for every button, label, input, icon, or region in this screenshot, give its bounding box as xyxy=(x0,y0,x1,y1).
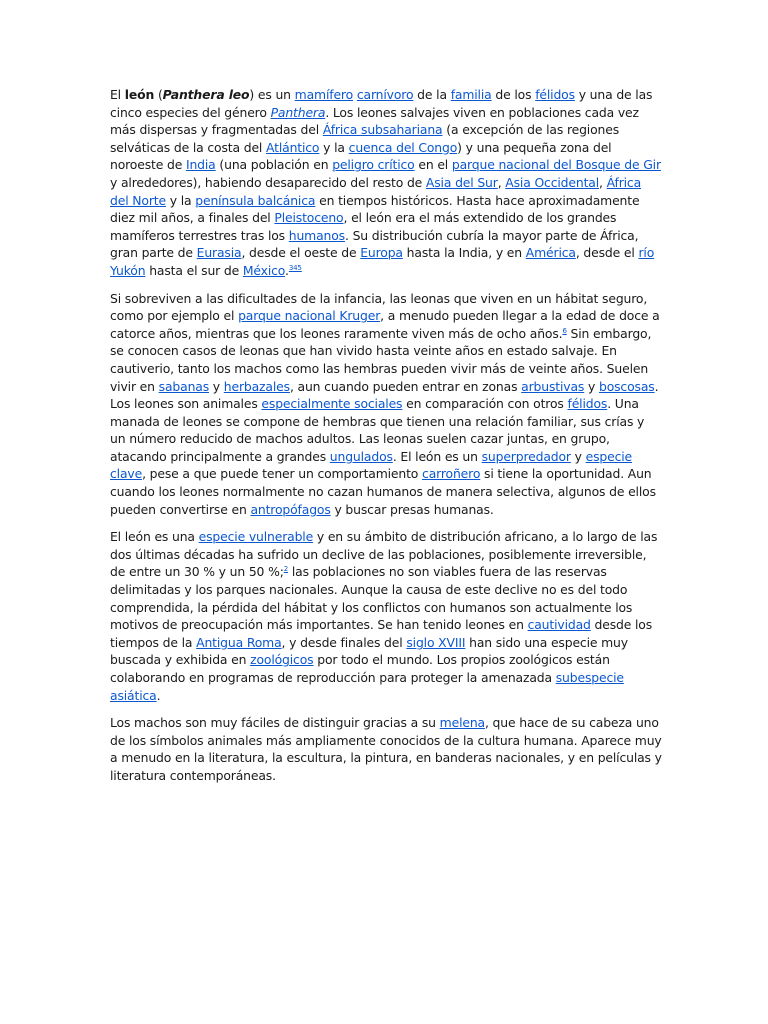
reference-link[interactable]: 6 xyxy=(562,326,567,335)
text-run: y xyxy=(570,448,586,464)
text-run: las poblaciones no son viables fuera de las reservas delimitadas y los parques nacionales. Aunque la causa de este declive no es del todo comprendida, la pérdida del hábitat y los conflictos con humanos son actualmente los motivos de preocupación más importantes. Se han tenido leones en xyxy=(110,564,633,633)
wiki-link[interactable]: cuenca del Congo xyxy=(348,139,458,155)
text-run: , desde el oeste de xyxy=(241,245,361,261)
text-run: , el león era el más extendido de los grandes mamíferos terrestres tras los xyxy=(110,210,617,243)
wiki-link[interactable]: parque nacional Kruger xyxy=(238,308,381,324)
text-run: . El león es un xyxy=(392,448,482,464)
wiki-link[interactable]: familia xyxy=(450,87,492,102)
text-run: , xyxy=(497,174,506,190)
text-run: , xyxy=(599,174,607,190)
wiki-link[interactable]: ungulados xyxy=(329,448,393,464)
paragraph-intro xyxy=(110,86,662,280)
text-run: , desde el xyxy=(575,245,639,261)
wiki-link[interactable]: México xyxy=(242,262,286,278)
text-run: y una de las cinco especies del género xyxy=(110,87,653,120)
text-run: . Su distribución cubría la mayor parte de África, gran parte de xyxy=(110,227,639,261)
reference-link[interactable]: 345 xyxy=(288,263,302,272)
text-run: El león es una xyxy=(110,529,199,545)
wiki-link[interactable]: parque nacional del Bosque de Gir xyxy=(451,157,661,173)
text-run: , aun cuando pueden entrar en zonas xyxy=(289,378,522,394)
wiki-link[interactable]: Panthera xyxy=(270,104,326,120)
wiki-link[interactable]: boscosas xyxy=(598,378,655,394)
wiki-link[interactable]: humanos xyxy=(288,227,345,243)
wiki-link[interactable]: Atlántico xyxy=(266,139,320,155)
text-run: (una población en xyxy=(215,157,333,173)
text-run: , que hace de su cabeza uno de los símbolos animales más ampliamente conocidos de la cultura humana. Aparece muy a menudo en la literatura, la escultura, la pintura, en banderas nacionales, y en películas y literatura contemporáneas. xyxy=(110,715,662,783)
wiki-link[interactable]: Asia del Sur xyxy=(425,174,498,190)
text-run: , a menudo pueden llegar a la edad de doce a catorce años, mientras que los leones raramente viven más de ocho años. xyxy=(110,308,660,341)
text-run: y la xyxy=(319,139,349,155)
text-run: y en su ámbito de distribución africano, a lo largo de las dos últimas décadas ha sufrido un declive de las poblaciones, posiblemente irreversible, de entre un 30 % y un 50 %; xyxy=(110,529,658,580)
wiki-link[interactable]: subespecie asiática xyxy=(110,670,624,703)
text-run: . Una manada de leones se compone de hembras que tienen una relación familiar, sus crías y un número reducido de machos adultos. Las leonas suelen cazar juntas, en grupo, atacando principalmente a grandes xyxy=(110,396,645,464)
text-run: hasta la India, y en xyxy=(402,245,526,261)
text-run: . xyxy=(156,687,161,703)
wiki-link[interactable]: félidos xyxy=(535,87,575,102)
wiki-link[interactable]: península balcánica xyxy=(195,192,316,208)
wiki-link[interactable]: zoológicos xyxy=(250,652,314,668)
text-run: y la xyxy=(165,192,196,208)
wiki-link[interactable]: melena xyxy=(439,715,485,731)
wiki-link[interactable]: África subsahariana xyxy=(322,122,443,138)
paragraph-culture xyxy=(110,714,662,784)
text-run: desde los tiempos de la xyxy=(110,617,653,650)
reference-link[interactable]: 2 xyxy=(283,565,289,574)
text-run: ( xyxy=(154,87,163,102)
wiki-link[interactable]: cautividad xyxy=(527,617,591,633)
wiki-link[interactable]: peligro crítico xyxy=(332,157,415,173)
text-run: , pese a que puede tener un comportamiento xyxy=(142,466,423,482)
wiki-link[interactable]: especialmente sociales xyxy=(261,396,403,412)
text-run: y xyxy=(209,378,224,394)
wiki-link[interactable]: Pleistoceno xyxy=(274,210,344,226)
wiki-link[interactable]: África del Norte xyxy=(110,174,642,208)
text-run: y alrededores), habiendo desaparecido del resto de xyxy=(110,174,426,190)
text-run: y buscar presas humanas. xyxy=(330,501,494,517)
wiki-link[interactable]: río Yukón xyxy=(110,245,655,278)
text-run: (a excepción de las regiones selváticas de la costa del xyxy=(110,122,620,155)
wiki-link[interactable]: carroñero xyxy=(422,466,481,482)
text-run: por todo el mundo. Los propios zoológicos están colaborando en programas de reproducción para proteger la amenazada xyxy=(110,652,610,685)
wiki-link[interactable]: félidos xyxy=(567,396,608,412)
wiki-link[interactable]: Asia Occidental xyxy=(505,174,600,190)
wiki-link[interactable]: Europa xyxy=(360,245,403,261)
text-run: de la xyxy=(413,87,451,102)
text-run: han sido una especie muy buscada y exhibida en xyxy=(110,634,628,668)
wiki-link[interactable]: siglo XVIII xyxy=(406,634,466,650)
text-run: en tiempos históricos. Hasta hace aproximadamente diez mil años, a finales del xyxy=(110,192,640,226)
wiki-link[interactable]: especie clave xyxy=(110,448,633,482)
text-run: . xyxy=(285,262,289,278)
wiki-link[interactable]: herbazales xyxy=(223,378,290,394)
document-page xyxy=(110,86,662,795)
wiki-link[interactable]: arbustivas xyxy=(521,378,585,394)
text-run: Los machos son muy fáciles de distinguir gracias a su xyxy=(110,715,440,731)
text-run: en el xyxy=(414,157,452,173)
wiki-link[interactable]: carnívoro xyxy=(356,87,414,102)
text-run: ) y una pequeña zona del noroeste de xyxy=(110,139,612,173)
text-run: ) es un xyxy=(249,87,295,102)
wiki-link[interactable]: mamífero xyxy=(294,87,354,102)
wiki-link[interactable]: Antigua Roma xyxy=(196,634,282,650)
text-run: hasta el sur de xyxy=(145,262,243,278)
text-run: si tiene la oportunidad. Aun cuando los leones normalmente no cazan humanos de manera selectiva, algunos de ellos pueden convertirse en xyxy=(110,466,656,517)
wiki-link[interactable]: antropófagos xyxy=(250,501,331,517)
text-run: . Los leones son animales xyxy=(110,378,659,412)
text-run: Si sobreviven a las dificultades de la infancia, las leonas que viven en un hábitat seguro, como por ejemplo el xyxy=(110,290,648,324)
text-run: El xyxy=(110,87,125,102)
wiki-link[interactable]: sabanas xyxy=(158,378,210,394)
paragraph-conservation xyxy=(110,528,662,704)
wiki-link[interactable]: India xyxy=(185,157,216,173)
text-run: de los xyxy=(491,87,536,102)
paragraph-lifespan-habitat xyxy=(110,290,662,519)
wiki-link[interactable]: América xyxy=(525,245,576,261)
wiki-link[interactable]: especie vulnerable xyxy=(198,529,314,545)
text-run: y xyxy=(584,378,599,394)
text-run: en comparación con otros xyxy=(402,396,568,412)
text-run: , y desde finales del xyxy=(281,634,407,650)
bold-term: Panthera leo xyxy=(162,87,250,102)
bold-term: león xyxy=(124,87,155,102)
text-run: Sin embargo, se conocen casos de leonas que han vivido hasta veinte años en estado salvaje. En cautiverio, tanto los machos como las hembras pueden vivir más de veinte años. Suelen vivir en xyxy=(110,325,652,394)
wiki-link[interactable]: Eurasia xyxy=(196,245,242,261)
wiki-link[interactable]: superpredador xyxy=(481,448,571,464)
text-run: . Los leones salvajes viven en poblaciones cada vez más dispersas y fragmentadas del xyxy=(110,104,639,138)
